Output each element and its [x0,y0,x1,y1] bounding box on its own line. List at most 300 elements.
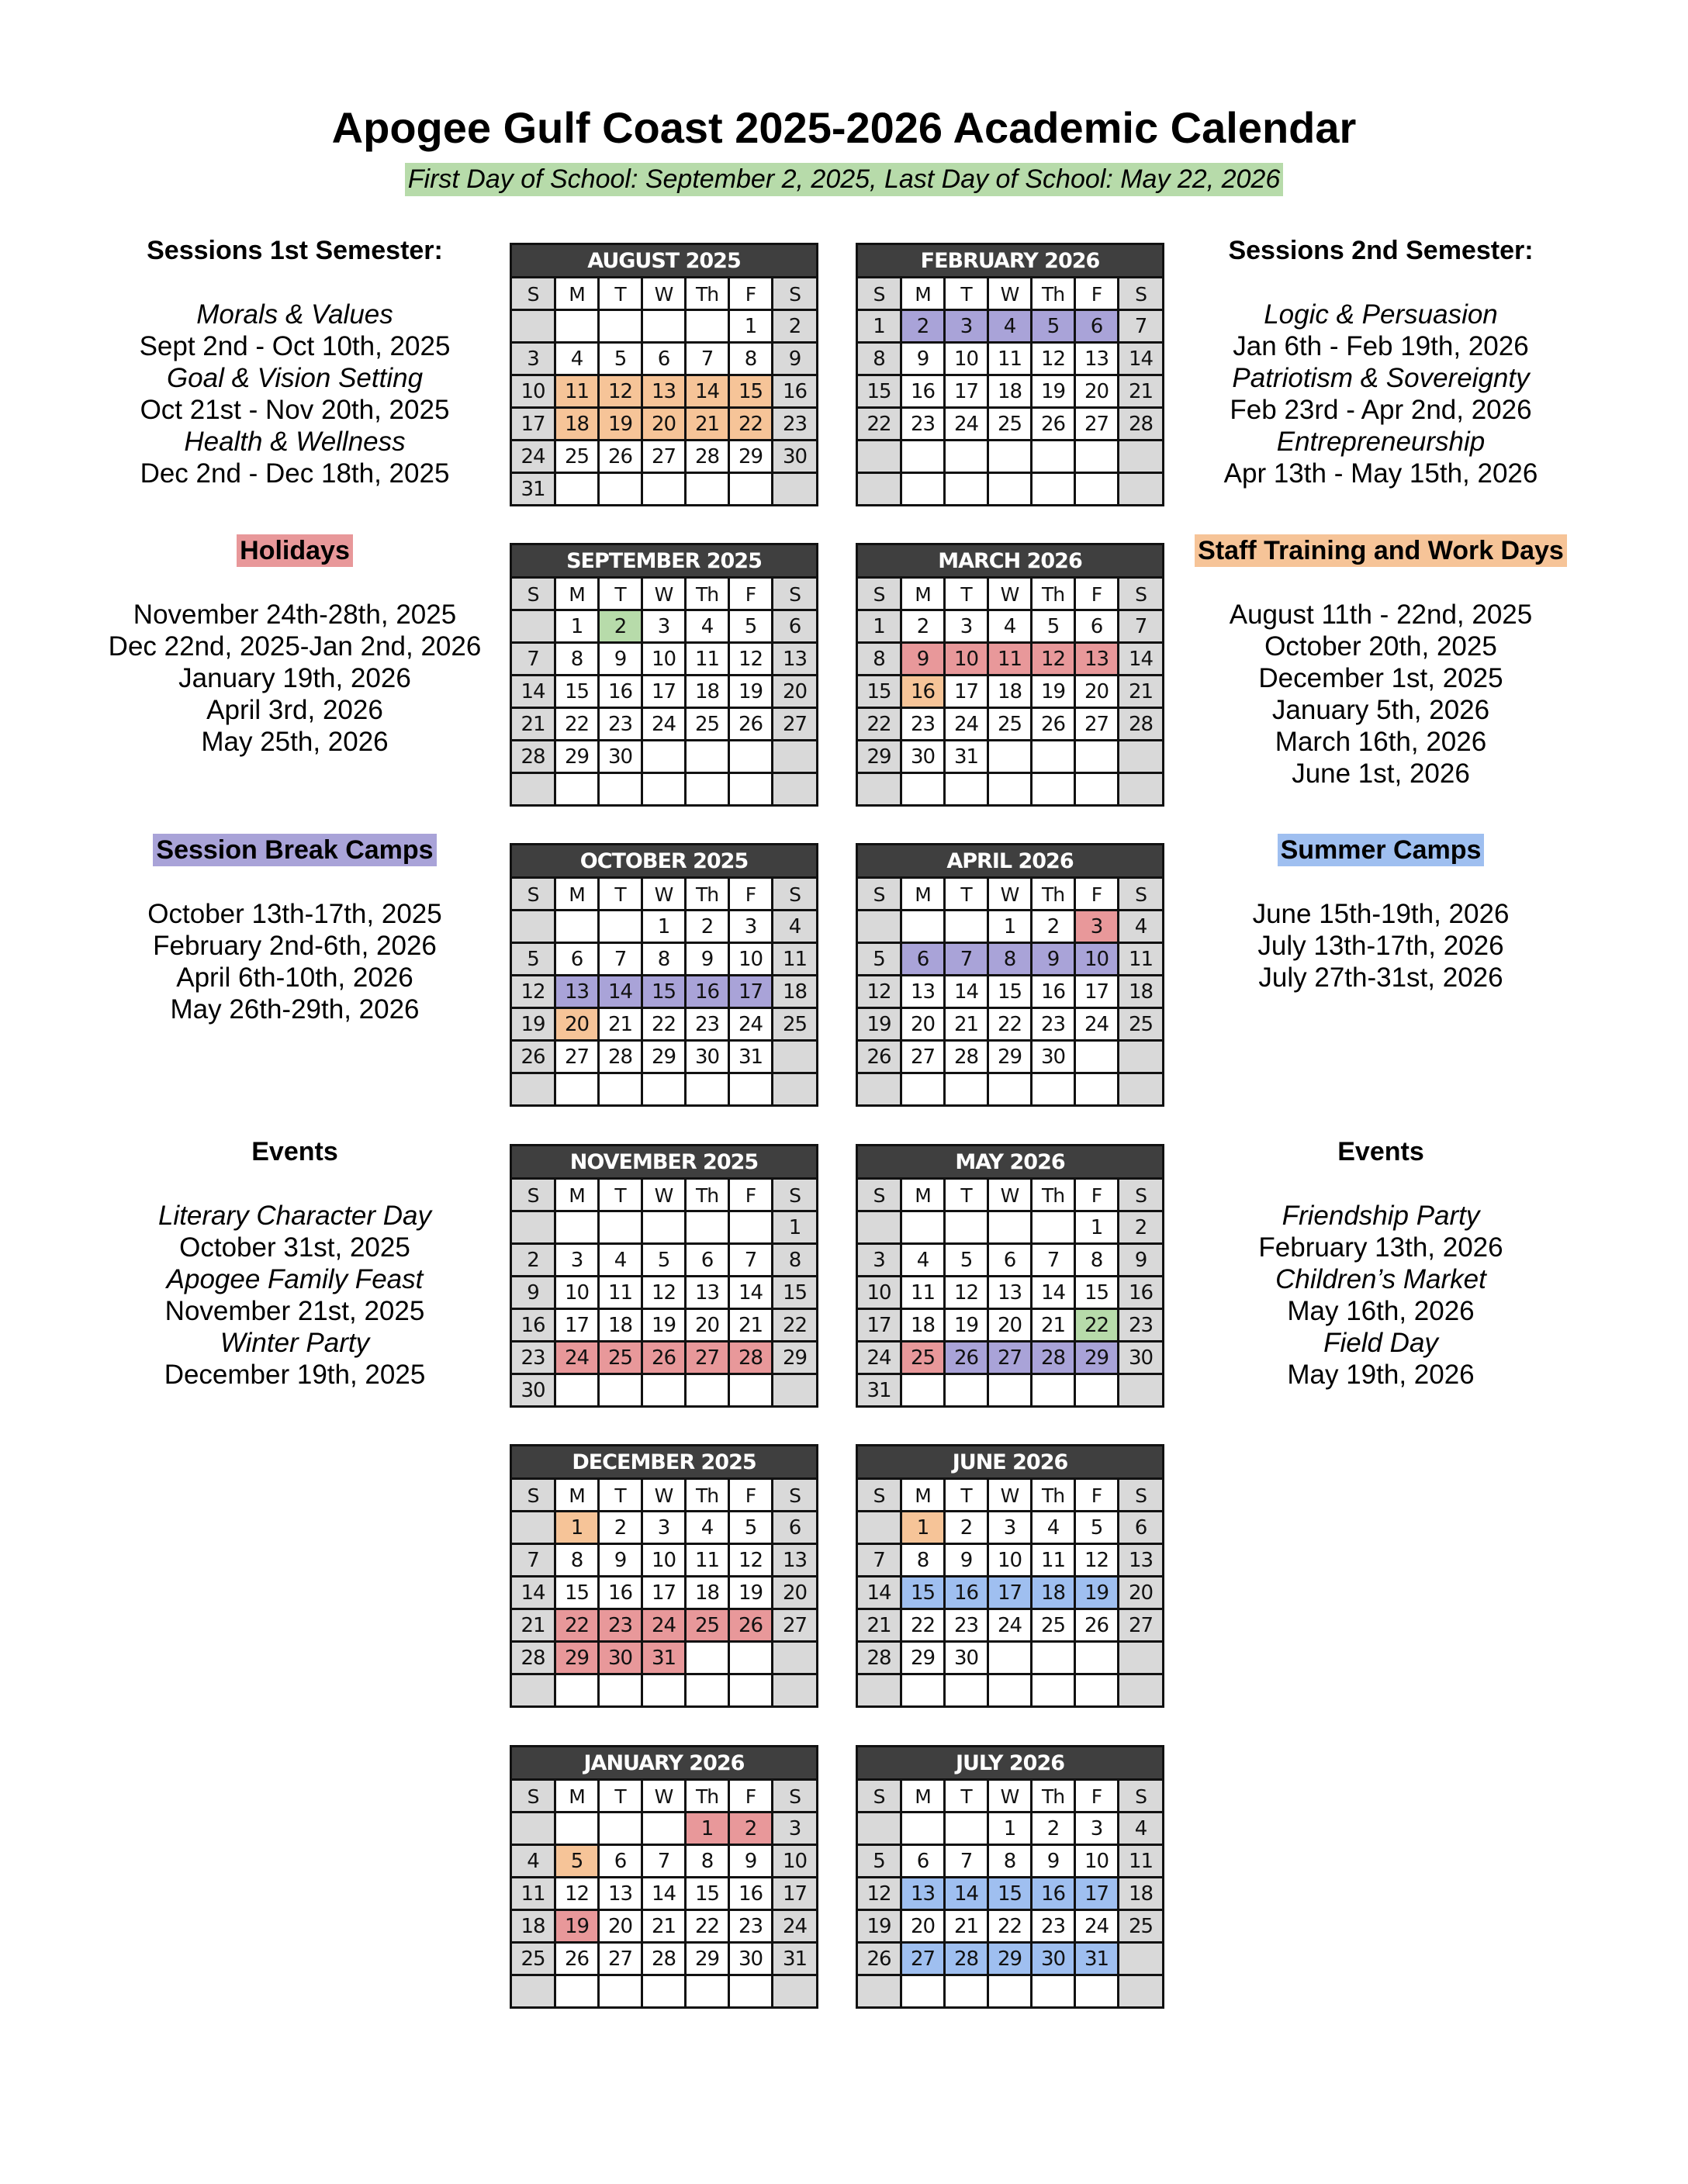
day-cell: 29 [556,741,597,772]
weekday-header: F [1076,278,1117,309]
empty-day-cell [643,741,684,772]
day-cell: 21 [858,1610,900,1640]
month-calendar-july-2026 [856,1745,1164,2009]
day-cell: 8 [730,344,771,374]
weekday-header: S [858,278,900,309]
day-cell: 15 [1076,1277,1117,1308]
day-cell-session-break: 6 [1076,311,1117,341]
day-cell: 1 [858,611,900,641]
weekday-header: Th [1033,1480,1074,1510]
empty-day-cell [858,474,900,504]
weekday-header: S [1119,879,1162,909]
day-cell-summer-camp: 16 [946,1578,987,1608]
day-cell: 9 [1119,1245,1162,1275]
day-cell: 11 [687,644,728,674]
day-cell: 19 [1033,376,1074,406]
weekday-header: S [512,879,554,909]
empty-day-cell [556,911,597,942]
day-cell: 11 [687,1545,728,1575]
day-cell: 24 [730,1009,771,1039]
month-grid [512,1477,816,1705]
day-cell-holiday: 23 [600,1610,641,1640]
empty-day-cell [1119,1375,1162,1405]
day-cell-holiday: 11 [989,644,1030,674]
empty-day-cell [902,774,943,804]
empty-day-cell [512,1675,554,1705]
day-cell: 2 [600,1512,641,1543]
day-cell: 27 [902,1042,943,1072]
month-title: JULY 2026 [858,1747,1162,1778]
day-cell: 6 [989,1245,1030,1275]
empty-day-cell [858,1813,900,1844]
section-heading [101,235,489,267]
day-cell: 7 [512,644,554,674]
day-cell: 7 [643,1846,684,1876]
day-cell: 23 [946,1610,987,1640]
day-cell: 27 [773,709,816,739]
day-cell: 28 [858,1643,900,1673]
empty-day-cell [989,474,1030,504]
empty-day-cell [989,441,1030,472]
empty-day-cell [1076,1074,1117,1104]
day-cell: 8 [687,1846,728,1876]
day-cell: 5 [730,611,771,641]
day-cell: 10 [512,376,554,406]
empty-day-cell [1119,1976,1162,2006]
day-cell: 15 [556,676,597,707]
empty-day-cell [643,1675,684,1705]
weekday-header: S [773,879,816,909]
weekday-header: Th [687,1480,728,1510]
day-cell-summer-camp: 19 [1076,1578,1117,1608]
day-cell: 17 [1076,976,1117,1007]
day-cell: 21 [600,1009,641,1039]
day-cell: 19 [512,1009,554,1039]
empty-day-cell [1119,474,1162,504]
day-cell-summer-camp: 17 [989,1578,1030,1608]
date-range: July 27th-31st, 2026 [1258,962,1503,993]
day-cell: 7 [512,1545,554,1575]
day-cell: 30 [773,441,816,472]
empty-day-cell [1033,1675,1074,1705]
day-cell: 23 [512,1343,554,1373]
section-heading [1187,235,1575,267]
day-cell-summer-camp: 29 [989,1944,1030,1974]
empty-day-cell [902,1813,943,1844]
month-title: AUGUST 2025 [512,245,816,276]
session-or-event-name: Field Day [1323,1328,1438,1358]
day-cell-staff-training: 18 [556,409,597,439]
day-cell: 20 [773,1578,816,1608]
day-cell: 21 [1119,676,1162,707]
day-cell-session-break: 6 [902,944,943,974]
empty-day-cell [1033,1375,1074,1405]
day-cell: 14 [1119,644,1162,674]
empty-day-cell [643,1813,684,1844]
left-section-session-break-camps [101,835,489,1025]
day-cell: 4 [1119,911,1162,942]
day-cell-holiday: 24 [643,1610,684,1640]
section-heading-text: Session Break Camps [153,834,436,866]
day-cell: 16 [1119,1277,1162,1308]
day-cell-session-break: 15 [643,976,684,1007]
day-cell: 28 [946,1042,987,1072]
empty-day-cell [512,311,554,341]
day-cell-holiday: 2 [730,1813,771,1844]
day-cell: 17 [858,1310,900,1340]
weekday-header: W [643,1781,684,1811]
day-cell: 11 [902,1277,943,1308]
empty-day-cell [902,1212,943,1242]
weekday-header: W [989,579,1030,609]
day-cell: 3 [512,344,554,374]
empty-day-cell [773,1375,816,1405]
weekday-header: T [600,879,641,909]
day-cell: 10 [730,944,771,974]
day-cell: 28 [1119,709,1162,739]
day-cell: 7 [1119,311,1162,341]
day-cell: 28 [643,1944,684,1974]
day-cell: 3 [643,611,684,641]
empty-day-cell [1076,474,1117,504]
empty-day-cell [600,1212,641,1242]
weekday-header: S [858,879,900,909]
day-cell: 19 [643,1310,684,1340]
day-cell-summer-camp: 18 [1033,1578,1074,1608]
empty-day-cell [556,1212,597,1242]
day-cell-holiday: 27 [687,1343,728,1373]
day-cell: 23 [687,1009,728,1039]
day-cell: 8 [773,1245,816,1275]
day-cell: 10 [556,1277,597,1308]
session-or-event-name: Apogee Family Feast [166,1264,424,1294]
day-cell: 14 [512,1578,554,1608]
day-cell: 25 [989,709,1030,739]
empty-day-cell [773,1675,816,1705]
month-calendar-february-2026 [856,243,1164,506]
day-cell: 4 [512,1846,554,1876]
empty-day-cell [902,1976,943,2006]
day-cell: 4 [1119,1813,1162,1844]
weekday-header: Th [687,579,728,609]
day-cell-session-break: 7 [946,944,987,974]
month-calendar-april-2026 [856,843,1164,1107]
date-range: May 25th, 2026 [201,727,389,757]
day-cell: 9 [512,1277,554,1308]
empty-day-cell [773,1643,816,1673]
empty-day-cell [643,1976,684,2006]
day-cell: 31 [773,1944,816,1974]
month-calendar-june-2026 [856,1444,1164,1708]
day-cell: 10 [643,644,684,674]
day-cell-holiday: 24 [556,1343,597,1373]
session-or-event-name: Children’s Market [1275,1264,1486,1294]
day-cell: 29 [643,1042,684,1072]
month-grid [512,1778,816,2006]
day-cell: 13 [1076,344,1117,374]
weekday-header: T [600,1781,641,1811]
day-cell-session-break: 14 [600,976,641,1007]
weekday-header: F [730,278,771,309]
empty-day-cell [730,741,771,772]
day-cell: 21 [643,1911,684,1941]
date-range: October 31st, 2025 [179,1232,410,1263]
day-cell: 21 [1119,376,1162,406]
month-grid [512,576,816,804]
day-cell: 12 [512,976,554,1007]
day-cell: 31 [858,1375,900,1405]
day-cell: 9 [946,1545,987,1575]
weekday-header: S [858,1480,900,1510]
weekday-header: W [989,879,1030,909]
month-calendar-january-2026 [510,1745,818,2009]
day-cell: 9 [600,1545,641,1575]
day-cell: 10 [858,1277,900,1308]
day-cell: 6 [600,1846,641,1876]
day-cell: 12 [730,644,771,674]
day-cell: 8 [858,344,900,374]
day-cell-staff-training: 11 [556,376,597,406]
session-or-event-name: Entrepreneurship [1276,427,1486,457]
day-cell: 25 [1119,1911,1162,1941]
session-or-event-name: Literary Character Day [157,1201,432,1231]
day-cell: 28 [512,741,554,772]
weekday-header: W [989,278,1030,309]
day-cell: 10 [1076,1846,1117,1876]
session-or-event-name: Health & Wellness [184,427,406,457]
month-title: OCTOBER 2025 [512,845,816,876]
date-range: February 13th, 2026 [1258,1232,1503,1263]
empty-day-cell [1119,1074,1162,1104]
day-cell: 5 [643,1245,684,1275]
day-cell: 15 [687,1878,728,1909]
month-calendar-march-2026 [856,543,1164,807]
date-range: April 6th-10th, 2026 [176,962,413,993]
weekday-header: T [600,579,641,609]
empty-day-cell [1119,441,1162,472]
day-cell-staff-training: 19 [600,409,641,439]
day-cell: 27 [1076,709,1117,739]
day-cell: 6 [773,1512,816,1543]
day-cell: 4 [773,911,816,942]
day-cell: 30 [946,1643,987,1673]
day-cell: 13 [1119,1545,1162,1575]
weekday-header: F [1076,579,1117,609]
month-title: APRIL 2026 [858,845,1162,876]
day-cell: 8 [1076,1245,1117,1275]
day-cell: 1 [773,1212,816,1242]
day-cell-staff-training: 12 [600,376,641,406]
month-calendar-october-2025 [510,843,818,1107]
section-heading [1187,535,1575,567]
weekday-header: S [1119,1480,1162,1510]
weekday-header: W [989,1480,1030,1510]
date-range: December 19th, 2025 [164,1360,426,1390]
school-dates-subtitle: First Day of School: September 2, 2025, Last Day of School: May 22, 2026 [405,163,1284,196]
day-cell: 27 [773,1610,816,1640]
day-cell: 24 [1076,1009,1117,1039]
day-cell: 30 [902,741,943,772]
day-cell-session-break: 28 [1033,1343,1074,1373]
empty-day-cell [556,474,597,504]
empty-day-cell [556,1375,597,1405]
weekday-header: M [556,879,597,909]
month-grid [512,876,816,1104]
day-cell: 16 [600,1578,641,1608]
month-calendar-august-2025 [510,243,818,506]
right-section-staff-training-and-work-days [1187,535,1575,790]
day-cell: 17 [643,1578,684,1608]
day-cell: 26 [730,709,771,739]
empty-day-cell [687,1375,728,1405]
empty-day-cell [730,1675,771,1705]
day-cell: 28 [687,441,728,472]
empty-day-cell [773,474,816,504]
day-cell: 27 [600,1944,641,1974]
day-cell: 23 [1033,1911,1074,1941]
day-cell: 19 [730,1578,771,1608]
weekday-header: M [902,1180,943,1210]
empty-day-cell [1033,1976,1074,2006]
empty-day-cell [730,1074,771,1104]
weekday-header: W [643,579,684,609]
day-cell: 9 [773,344,816,374]
date-range: November 24th-28th, 2025 [133,600,457,630]
empty-day-cell [1119,1944,1162,1974]
empty-day-cell [1076,1375,1117,1405]
empty-day-cell [1033,1074,1074,1104]
empty-day-cell [858,1675,900,1705]
section-heading-text: Events [1337,1137,1424,1166]
empty-day-cell [1076,441,1117,472]
empty-day-cell [946,1813,987,1844]
day-cell-staff-training: 22 [730,409,771,439]
day-cell-summer-camp: 15 [902,1578,943,1608]
day-cell: 4 [600,1245,641,1275]
right-section-events [1187,1136,1575,1391]
day-cell: 30 [687,1042,728,1072]
empty-day-cell [1076,1675,1117,1705]
weekday-header: S [773,1781,816,1811]
weekday-header: Th [1033,879,1074,909]
weekday-header: Th [1033,1781,1074,1811]
day-cell: 15 [556,1578,597,1608]
day-cell: 25 [512,1944,554,1974]
day-cell: 10 [946,344,987,374]
empty-day-cell [556,1074,597,1104]
day-cell: 8 [556,1545,597,1575]
weekday-header: S [773,1480,816,1510]
empty-day-cell [858,1074,900,1104]
day-cell-summer-camp: 28 [946,1944,987,1974]
empty-day-cell [989,1375,1030,1405]
day-cell: 23 [902,709,943,739]
day-cell: 2 [946,1512,987,1543]
day-cell-session-break: 4 [989,311,1030,341]
day-cell: 16 [1033,976,1074,1007]
day-cell: 27 [1119,1610,1162,1640]
day-cell: 29 [730,441,771,472]
day-cell: 4 [687,1512,728,1543]
day-cell: 3 [989,1512,1030,1543]
subtitle-wrap [0,163,1688,196]
empty-day-cell [556,1675,597,1705]
empty-day-cell [1033,1643,1074,1673]
day-cell: 18 [512,1911,554,1941]
day-cell-session-break: 13 [556,976,597,1007]
day-cell: 25 [556,441,597,472]
day-cell: 15 [858,676,900,707]
day-cell: 28 [1119,409,1162,439]
day-cell: 22 [556,709,597,739]
empty-day-cell [512,1212,554,1242]
day-cell: 1 [643,911,684,942]
date-range: May 16th, 2026 [1287,1296,1475,1326]
empty-day-cell [730,774,771,804]
day-cell-staff-training: 15 [730,376,771,406]
day-cell: 18 [687,1578,728,1608]
day-cell: 20 [902,1911,943,1941]
weekday-header: W [643,278,684,309]
day-cell: 24 [858,1343,900,1373]
day-cell: 3 [946,611,987,641]
empty-day-cell [556,1813,597,1844]
empty-day-cell [946,1675,987,1705]
day-cell: 23 [773,409,816,439]
day-cell: 27 [556,1042,597,1072]
empty-day-cell [556,311,597,341]
empty-day-cell [643,474,684,504]
day-cell: 29 [858,741,900,772]
day-cell: 16 [512,1310,554,1340]
day-cell: 4 [989,611,1030,641]
day-cell: 7 [730,1245,771,1275]
weekday-header: M [556,1781,597,1811]
day-cell: 20 [989,1310,1030,1340]
empty-day-cell [687,1675,728,1705]
month-grid [858,876,1162,1104]
day-cell-holiday: 26 [730,1610,771,1640]
day-cell: 12 [643,1277,684,1308]
weekday-header: T [946,1781,987,1811]
day-cell: 10 [773,1846,816,1876]
day-cell: 24 [946,709,987,739]
day-cell: 13 [989,1277,1030,1308]
day-cell: 11 [1119,944,1162,974]
day-cell-holiday: 28 [730,1343,771,1373]
empty-day-cell [902,1074,943,1104]
date-range: October 20th, 2025 [1264,631,1497,662]
weekday-header: S [512,1180,554,1210]
day-cell: 18 [773,976,816,1007]
day-cell: 25 [1033,1610,1074,1640]
day-cell: 24 [512,441,554,472]
day-cell: 14 [512,676,554,707]
weekday-header: S [1119,1781,1162,1811]
session-or-event-name: Friendship Party [1282,1201,1480,1231]
day-cell: 2 [687,911,728,942]
empty-day-cell [1119,774,1162,804]
day-cell: 3 [643,1512,684,1543]
day-cell-session-break: 27 [989,1343,1030,1373]
left-section-holidays [101,535,489,758]
empty-day-cell [1033,774,1074,804]
weekday-header: F [730,1180,771,1210]
day-cell: 8 [643,944,684,974]
day-cell: 21 [730,1310,771,1340]
day-cell-session-break: 2 [902,311,943,341]
day-cell: 22 [902,1610,943,1640]
